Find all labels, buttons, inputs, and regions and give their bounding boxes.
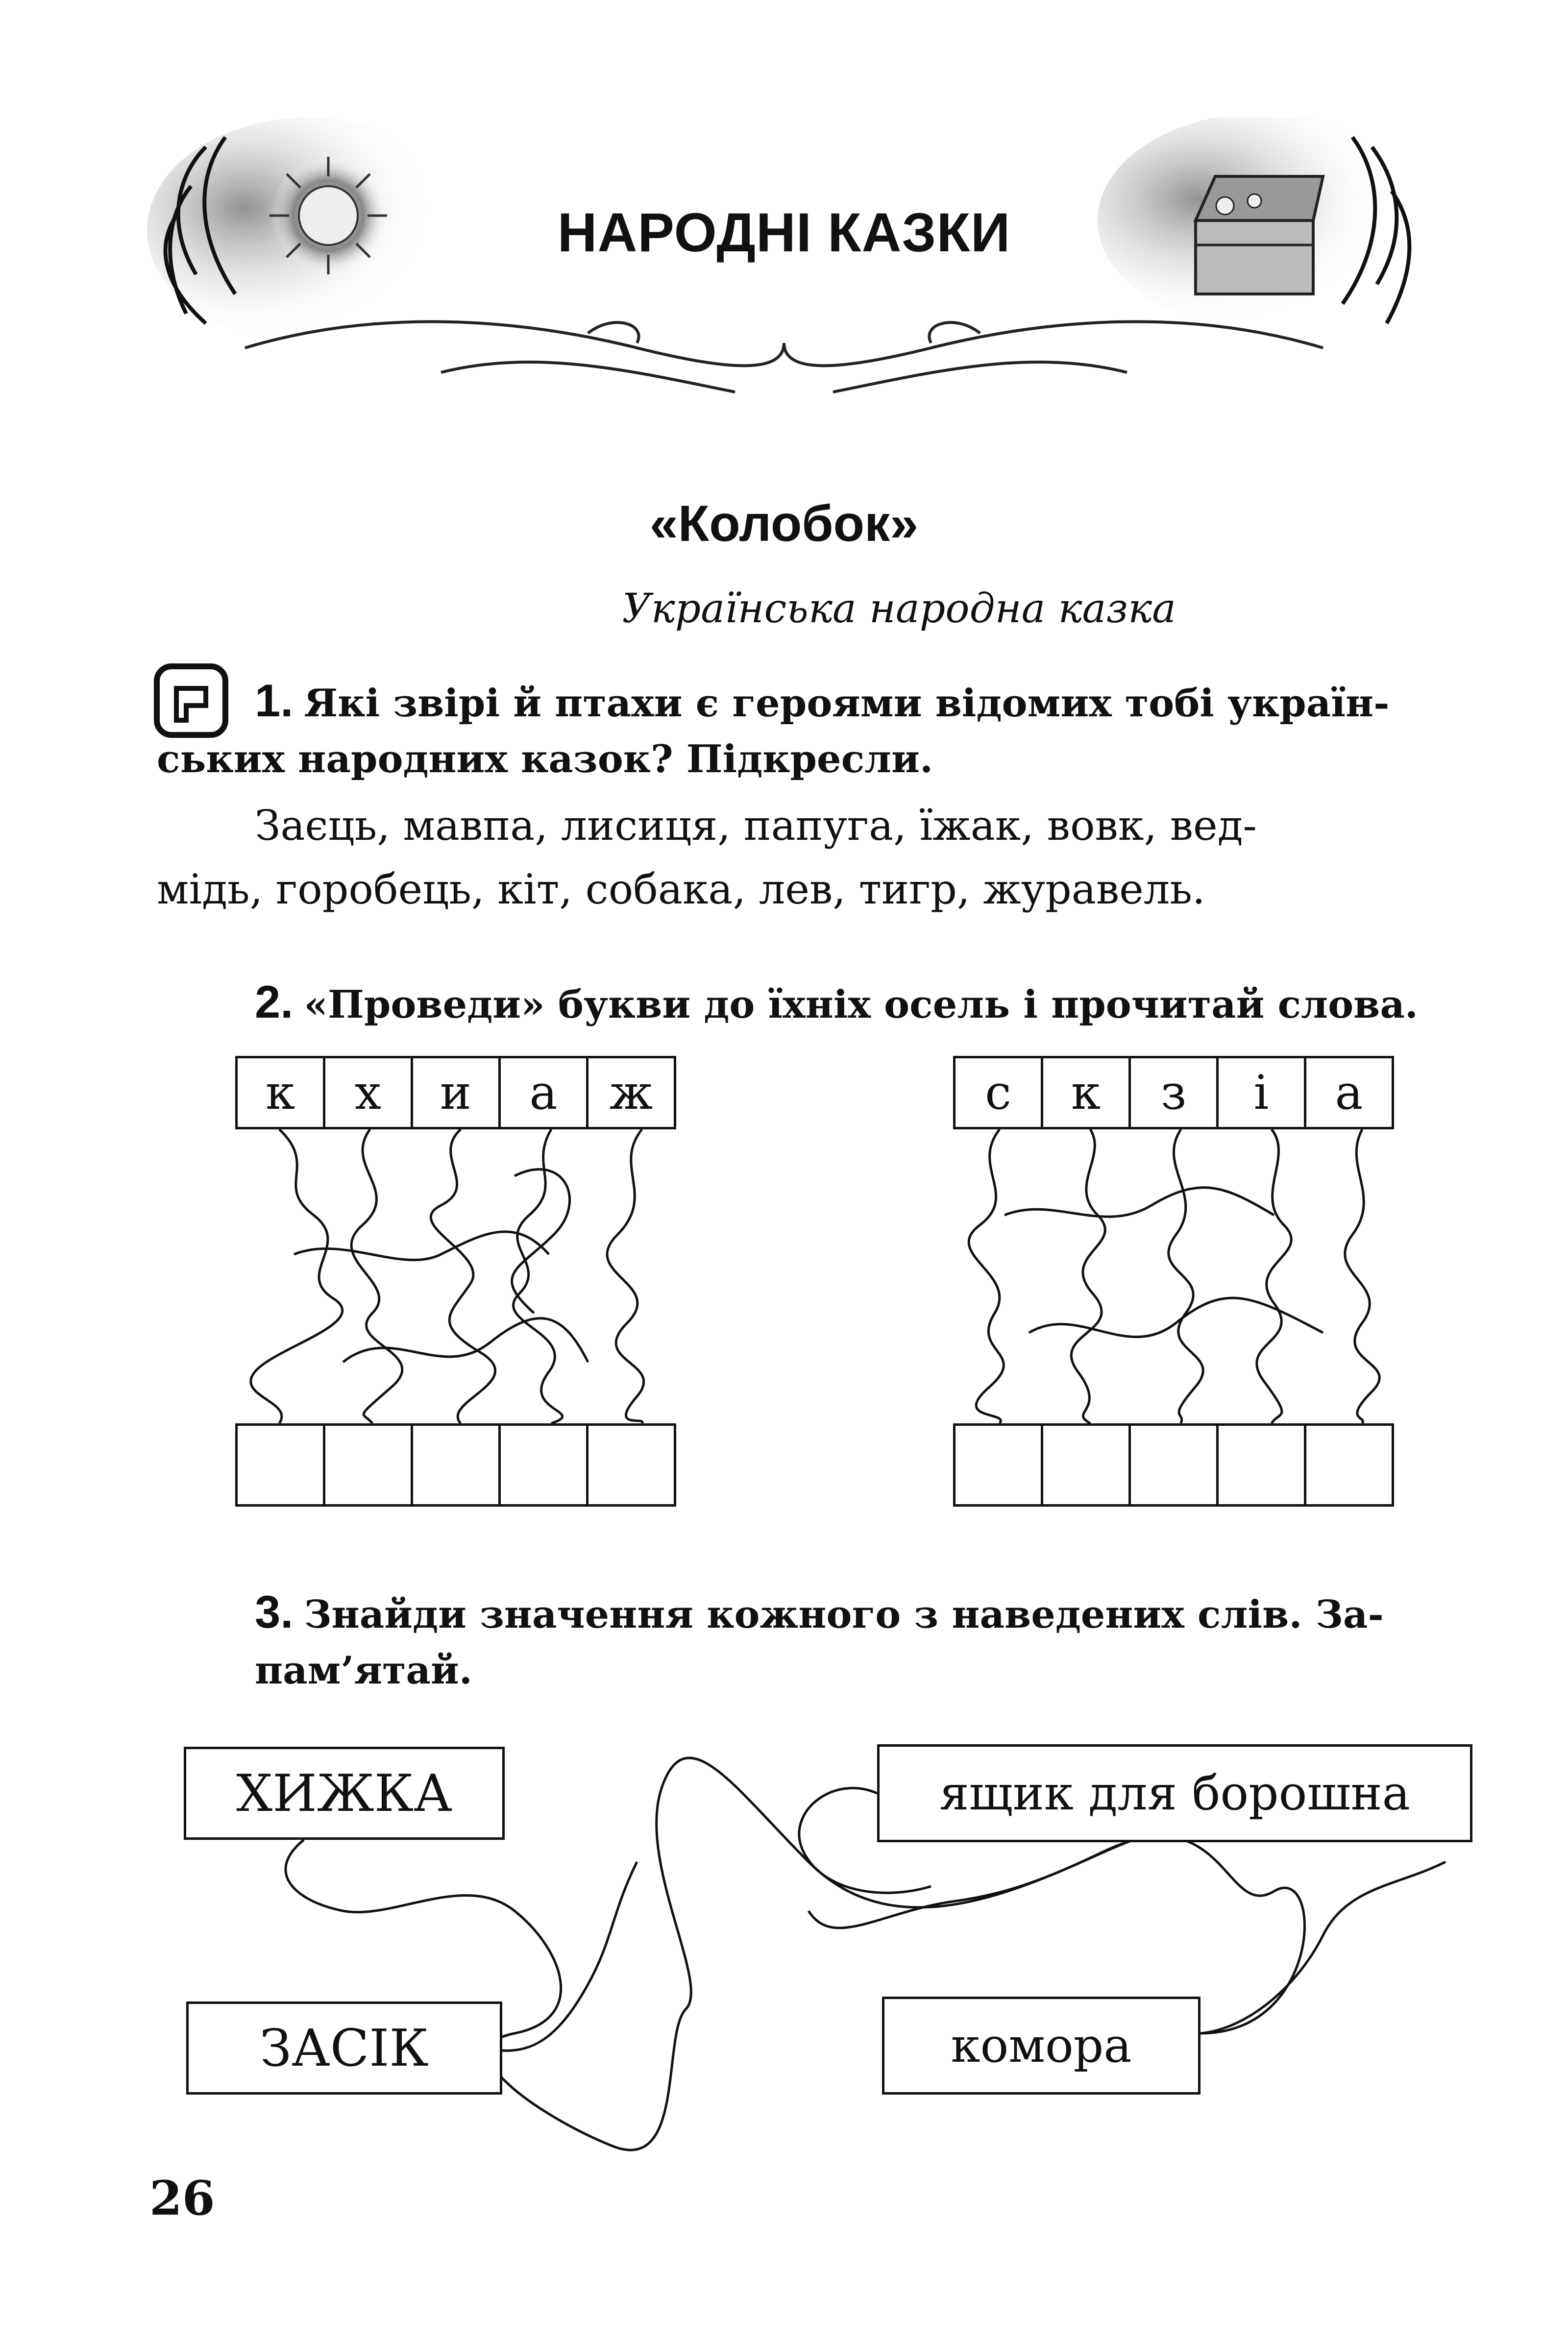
answer-cell[interactable] xyxy=(586,1423,676,1507)
letter-cell: с xyxy=(953,1056,1043,1129)
answer-cell[interactable] xyxy=(1128,1423,1219,1507)
letter-cell: х xyxy=(323,1056,413,1129)
task-text: «Проведи» букви до їхніх осель і прочитай слова. xyxy=(304,982,1419,1027)
letter-row-left xyxy=(235,1056,676,1129)
answer-cell[interactable] xyxy=(235,1423,325,1507)
answer-cell[interactable] xyxy=(411,1423,501,1507)
page-number: 26 xyxy=(149,2171,215,2226)
answer-cell[interactable] xyxy=(1304,1423,1394,1507)
answer-row-right[interactable] xyxy=(953,1423,1394,1507)
word-list-continued: мідь, горобець, кіт, собака, лев, тигр, журавель. xyxy=(157,865,1205,913)
task-text-continued: ських народних казок? Підкресли. xyxy=(157,737,933,781)
letter-cell: к xyxy=(1041,1056,1131,1129)
task-text-continued: пам’ятай. xyxy=(255,1648,473,1693)
word-list: Заєць, мавпа, лисиця, папуга, їжак, вовк, вед- xyxy=(255,802,1257,850)
answer-cell[interactable] xyxy=(1041,1423,1131,1507)
letter-row-right xyxy=(953,1056,1394,1129)
section-title: НАРОДНІ КАЗКИ xyxy=(557,202,1011,263)
story-title: «Колобок» xyxy=(649,495,919,552)
answer-cell[interactable] xyxy=(498,1423,588,1507)
notebook-icon xyxy=(152,661,230,740)
letter-cell: і xyxy=(1216,1056,1306,1129)
task-number: 1. xyxy=(255,675,294,726)
letter-cell: и xyxy=(411,1056,501,1129)
task-number: 2. xyxy=(255,976,294,1027)
decorative-banner xyxy=(147,118,1421,412)
task-number: 3. xyxy=(255,1586,294,1637)
story-subtitle: Українська народна казка xyxy=(622,586,1176,632)
word-box-khyzhka: ХИЖКА xyxy=(184,1747,505,1840)
letter-cell: ж xyxy=(586,1056,676,1129)
letter-cell: з xyxy=(1128,1056,1219,1129)
sun-icon xyxy=(270,157,387,274)
letter-cell: к xyxy=(235,1056,325,1129)
answer-cell[interactable] xyxy=(953,1423,1043,1507)
letter-cell: а xyxy=(1304,1056,1394,1129)
meaning-box-komora: комора xyxy=(882,1997,1200,2095)
answer-cell[interactable] xyxy=(1216,1423,1306,1507)
meaning-box-flour-box: ящик для борошна xyxy=(877,1744,1472,1842)
task-text: Знайди значення кожного з наведених слів. За- xyxy=(304,1592,1384,1637)
treasure-chest-icon xyxy=(1196,176,1323,294)
answer-cell[interactable] xyxy=(323,1423,413,1507)
answer-row-left[interactable] xyxy=(235,1423,676,1507)
task-text: Які звірі й птахи є героями відомих тобі україн- xyxy=(304,681,1390,726)
word-box-zasik: ЗАСІК xyxy=(186,2001,502,2095)
letter-cell: а xyxy=(498,1056,588,1129)
